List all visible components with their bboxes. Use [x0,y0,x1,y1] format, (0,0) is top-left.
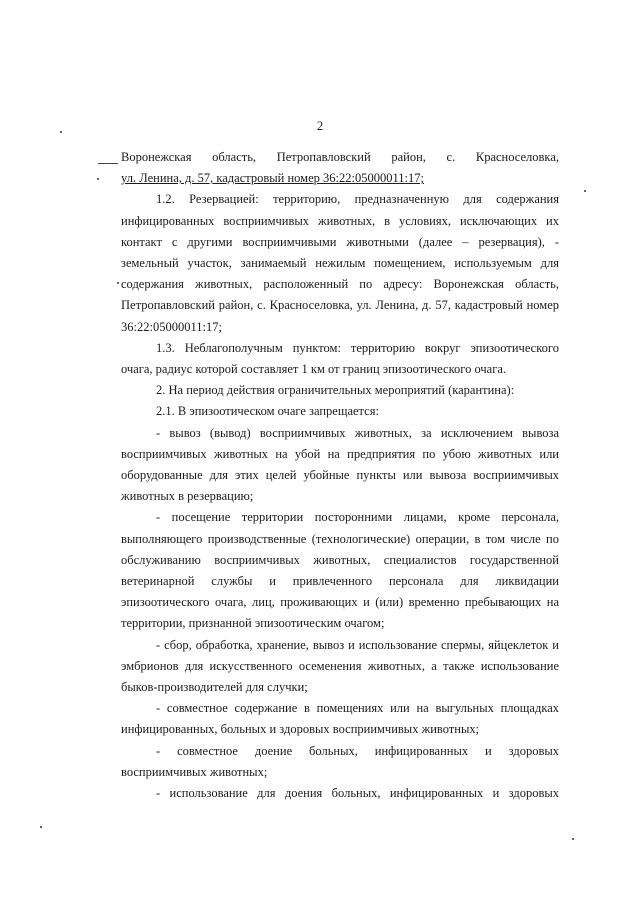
scan-artifact [98,163,118,164]
document-body [121,147,559,804]
scan-artifact [572,838,574,840]
list-item-milking-equipment: - использование для доения больных, инфицированных и здоровых [156,786,559,801]
paragraph-2-quarantine: 2. На период действия ограничительных мероприятий (карантина): [156,383,515,398]
paragraph-1-2-reservation: 1.2. Резервацией: территорию, предназначенную для содержания инфицированных восприимчивых животных, в условиях, исключающих их контакт с другими восприимчивыми животными (далее – резервация), - земельный участок, занимаемый нежилым помещением, используемым для содержания животных, расположенный по адресу: Воронежская область, Петропавловский район, с. Красноселовка, ул. Ленина, д. 57, кадастровый номер 36:22:05000011:17; [121,192,559,334]
paragraph-2-1-prohibited: 2.1. В эпизоотическом очаге запрещается: [156,404,379,419]
address-line-2: ул. Ленина, д. 57, кадастровый номер 36:22:05000011:17; [121,171,424,186]
list-item-sperm-collection: - сбор, обработка, хранение, вывоз и использование спермы, яйцеклеток и эмбрионов для искусственного осеменения животных, а также использование быков-производителей для случки; [121,637,559,695]
scan-artifact [40,826,42,828]
list-item-visiting-territory: - посещение территории посторонними лицами, кроме персонала, выполняющего производственные (технологические) операции, в том числе по обслуживанию восприимчивых животных, специалистов государственной ветеринарной службы и привлеченного персонала для ликвидации эпизоотического очага, лиц, проживающих и (или) временно пребывающих на территории, признанной эпизоотическим очагом; [121,510,559,631]
scan-artifact [117,282,119,284]
list-item-joint-milking: - совместное доение больных, инфицированных и здоровых восприимчивых животных; [121,743,559,779]
page-number: 2 [316,119,324,133]
scan-artifact [97,178,99,180]
list-item-export-animals: - вывоз (вывод) восприимчивых животных, за исключением вывоза восприимчивых животных на убой на предприятия по убою животных или оборудованные для этих целей убойные пункты или вывоза восприимчивых животных в резервацию; [121,425,559,504]
paragraph-1-3-unfavorable-point: 1.3. Неблагополучным пунктом: территорию вокруг эпизоотического очага, радиус которой составляет 1 км от границ эпизоотического очага. [121,340,559,377]
scan-artifact [584,190,586,192]
scan-artifact [60,131,62,133]
address-line-1: Воронежская область, Петропавловский район, с. Красноселовка, [121,150,559,164]
list-item-joint-keeping: - совместное содержание в помещениях или на выгульных площадках инфицированных, больных и здоровых восприимчивых животных; [121,701,559,737]
